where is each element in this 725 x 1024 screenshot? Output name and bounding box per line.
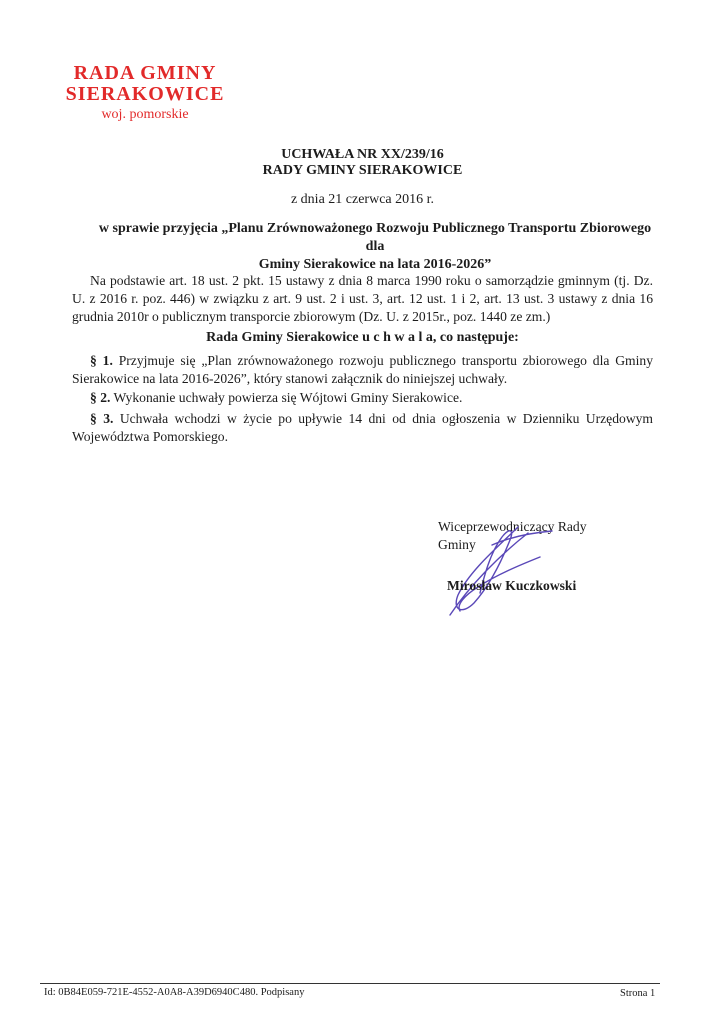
subject-line-2: Gminy Sierakowice na lata 2016-2026” xyxy=(258,257,492,272)
stamp-line-2: SIERAKOWICE xyxy=(65,83,225,105)
footer-divider xyxy=(40,983,660,984)
resolution-date: z dnia 21 czerwca 2016 r. xyxy=(290,192,435,207)
stamp-line-3: woj. pomorskie xyxy=(101,107,189,122)
section-1-text: Przyjmuje się „Plan zrównoważonego rozwoju publicznego transportu zbiorowego dla Gminy Sierakowice na lata 2016-2026”, który stanowi załącznik do niniejszej uchwały. xyxy=(72,353,654,386)
stamp-line-1: RADA GMINY xyxy=(73,62,217,84)
section-3-number: § 3. xyxy=(90,411,114,426)
handwritten-signature xyxy=(440,515,580,620)
subject-line-1: w sprawie przyjęcia „Planu Zrównoważonego Rozwoju Publicznego Transportu Zbiorowego dla xyxy=(98,221,652,254)
resolves-statement: Rada Gminy Sierakowice u c h w a l a, co następuje: xyxy=(206,330,519,345)
legal-basis xyxy=(72,272,653,326)
signatory-title: Wiceprzewodniczący Rady Gminy xyxy=(438,519,587,552)
section-1 xyxy=(72,352,653,388)
section-3-text: Uchwała wchodzi w życie po upływie 14 dni od dnia ogłoszenia w Dzienniku Urzędowym Województwa Pomorskiego. xyxy=(72,411,654,444)
section-2-number: § 2. xyxy=(90,390,111,405)
signatory-name: Mirosław Kuczkowski xyxy=(447,578,577,593)
section-1-number: § 1. xyxy=(90,353,113,368)
page-number: Strona 1 xyxy=(620,988,656,999)
council-stamp xyxy=(60,62,230,124)
resolution-title: UCHWAŁA NR XX/239/16 xyxy=(281,147,444,162)
section-2 xyxy=(72,389,653,407)
document-id: Id: 0B84E059-721E-4552-A0A8-A39D6940C480. Podpisany xyxy=(44,987,305,998)
legal-basis-text: Na podstawie art. 18 ust. 2 pkt. 15 ustawy z dnia 8 marca 1990 roku o samorządzie gminnym (tj. Dz. U. z 2016 r. poz. 446) w związku z art. 9 ust. 2 i ust. 3, art. 12 ust. 1 i 2, art. 13 ust. 3 ustawy z dnia 16 grudnia 2010r o publicznym transporcie zbiorowym (Dz. U. z 2015r., poz. 1440 ze zm.) xyxy=(72,273,653,324)
resolution-body: RADY GMINY SIERAKOWICE xyxy=(262,163,463,178)
section-2-text: Wykonanie uchwały powierza się Wójtowi Gminy Sierakowice. xyxy=(113,390,463,405)
resolution-subject xyxy=(95,220,655,274)
section-3 xyxy=(72,410,653,446)
